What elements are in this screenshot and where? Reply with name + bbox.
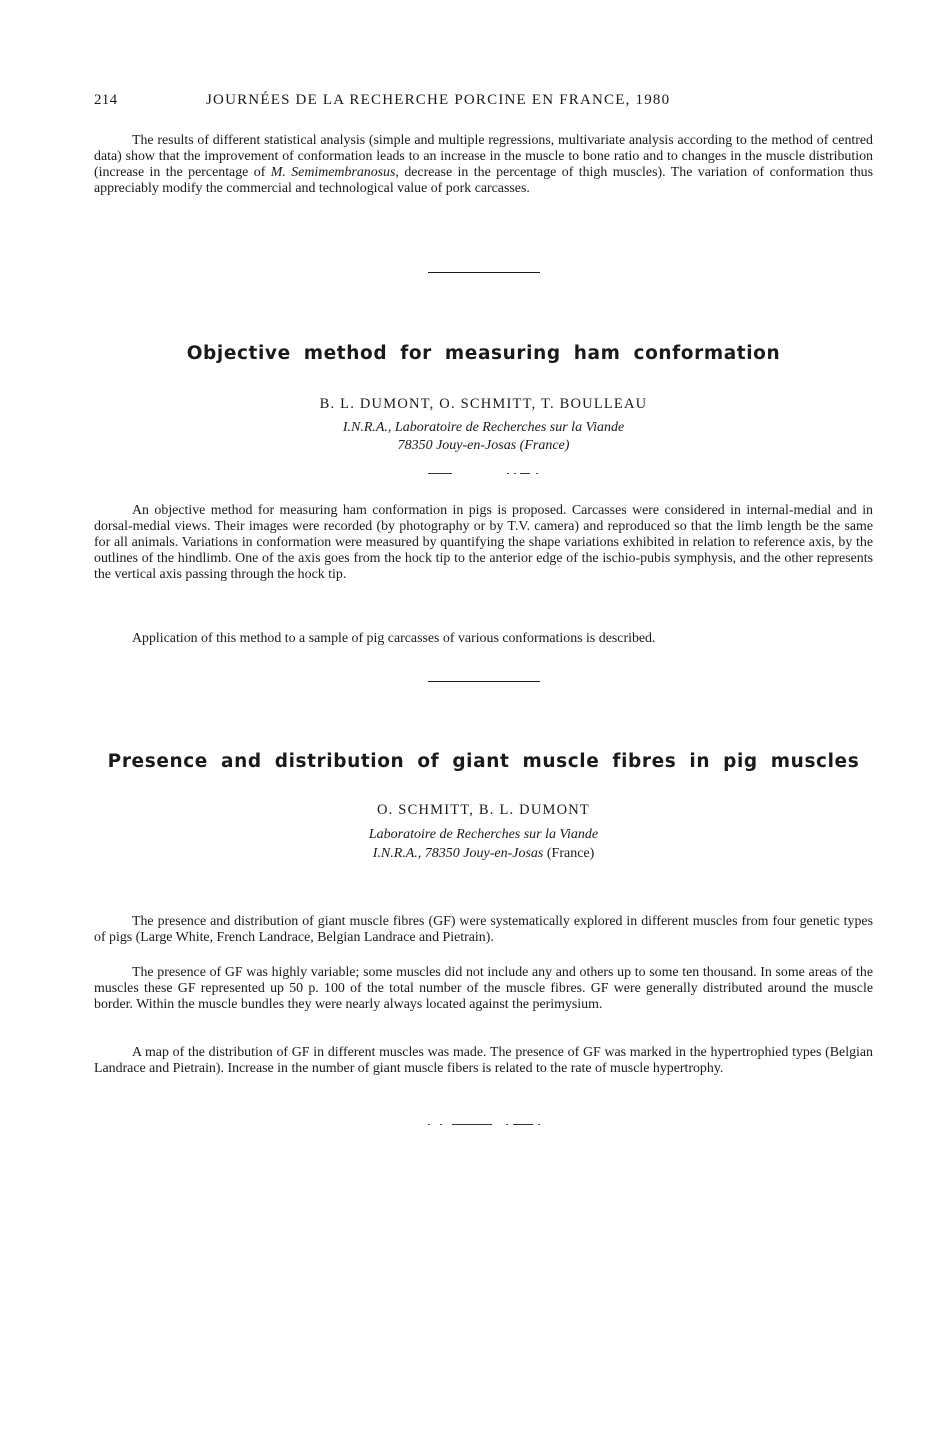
article2-affiliation-line1: Laboratoire de Recherches sur la Viande: [368, 827, 599, 842]
page-number: 214: [94, 92, 118, 108]
intro-text-part1: The results of different statistical analysis (simple and multiple regressions, multivariate analysis according to the method of centred data) show that the improvement of conformation leads to an increase in the muscle to bone ratio and to changes in the muscle distribution (increase in the percentage of: [94, 133, 873, 180]
intro-text-part2: , decrease in the percentage of thigh muscles). The variation of conformation thus appreciably modify the commercial and technological value of pork carcasses.: [94, 165, 873, 196]
article2-paragraph-2: The presence of GF was highly variable; some muscles did not include any and others up to some ten thousand. In some areas of the muscles these GF represented up 50 p. 100 of the total number of the muscle fibres. GF were generally distributed around the muscle border. Within the muscle bundles they were nearly always located against the perimysium.: [94, 965, 873, 1012]
article2-affiliation-place: I.N.R.A., 78350 Jouy-en-Josas: [372, 846, 544, 861]
article1-paragraph-2: Application of this method to a sample of pig carcasses of various conformations is described.: [132, 631, 656, 646]
article1-paragraph-1: An objective method for measuring ham conformation in pigs is proposed. Carcasses were considered in internal-medial and in dorsal-medial views. Their images were recorded (by photography or by T.V. camera) and reproduced so that the limb length be the same for all animals. Variations in conformation were measured by quantifying the shape variations exhibited in relation to reference axis, by the outlines of the hindlimb. One of the axis goes from the hock tip to the anterior edge of the ischio-pubis symphysis, and the other represents the vertical axis passing through the hock tip.: [94, 503, 873, 582]
article2-paragraph-3: A map of the distribution of GF in different muscles was made. The presence of GF was marked in the hypertrophied types (Belgian Landrace and Pietrain). Increase in the number of giant muscle fibers is related to the rate of muscle hypertrophy.: [94, 1045, 873, 1076]
running-head: [94, 92, 834, 112]
section-divider: [428, 272, 540, 273]
article1-title: Objective method for measuring ham conformation: [186, 343, 781, 364]
article2-title: Presence and distribution of giant muscle fibres in pig muscles: [107, 751, 860, 772]
journal-title: JOURNÉES DE LA RECHERCHE PORCINE EN FRANCE, 1980: [206, 92, 671, 108]
intro-paragraph: [94, 133, 873, 197]
section-divider: [428, 681, 540, 682]
article2-authors: O. SCHMITT, B. L. DUMONT: [376, 802, 590, 818]
intro-species-name: M. Semimembranosus: [270, 165, 396, 180]
article2-affiliation-country: (France): [546, 846, 595, 861]
article2-paragraph-1: The presence and distribution of giant muscle fibres (GF) were systematically explored in different muscles from four genetic types of pigs (Large White, French Landrace, Belgian Landrace and Pietrain).: [94, 914, 873, 945]
article1-affiliation-line1: I.N.R.A., Laboratoire de Recherches sur la Viande: [342, 420, 625, 435]
article1-authors: B. L. DUMONT, O. SCHMITT, T. BOULLEAU: [319, 396, 648, 412]
article1-affiliation-line2: 78350 Jouy-en-Josas (France): [397, 438, 570, 453]
article2-affiliation-line2: [94, 845, 873, 863]
